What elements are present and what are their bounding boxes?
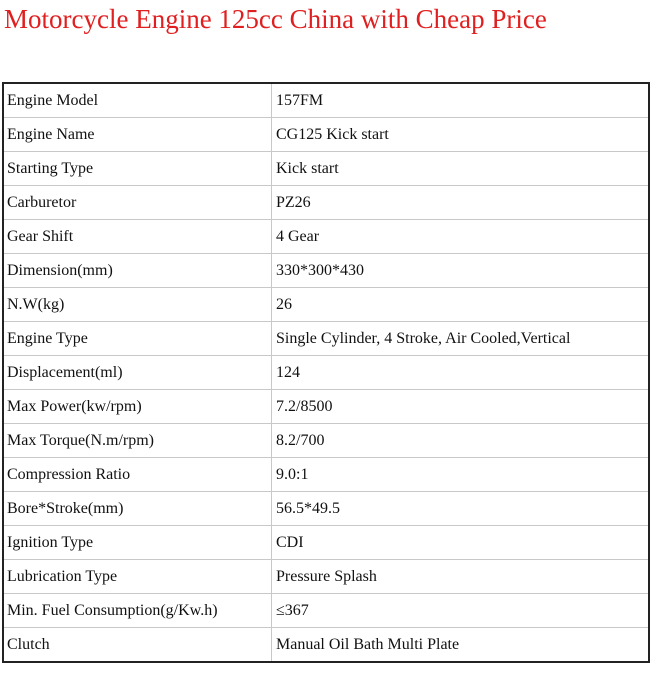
spec-value-cell: 330*300*430 bbox=[272, 254, 650, 288]
spec-value-cell: 157FM bbox=[272, 83, 650, 118]
spec-value-cell: 56.5*49.5 bbox=[272, 492, 650, 526]
spec-value-cell: 8.2/700 bbox=[272, 424, 650, 458]
spec-value-cell: CDI bbox=[272, 526, 650, 560]
table-row bbox=[3, 152, 649, 186]
spec-label-cell: Carburetor bbox=[3, 186, 272, 220]
spec-label-cell: Engine Model bbox=[3, 83, 272, 118]
spec-label-cell: Dimension(mm) bbox=[3, 254, 272, 288]
table-row bbox=[3, 83, 649, 118]
spec-value-cell: 7.2/8500 bbox=[272, 390, 650, 424]
table-row bbox=[3, 186, 649, 220]
spec-value-cell: Single Cylinder, 4 Stroke, Air Cooled,Vertical bbox=[272, 322, 650, 356]
spec-value-cell: 9.0:1 bbox=[272, 458, 650, 492]
spec-label-cell: Min. Fuel Consumption(g/Kw.h) bbox=[3, 594, 272, 628]
table-row bbox=[3, 628, 649, 663]
table-row bbox=[3, 492, 649, 526]
spec-label-cell: Starting Type bbox=[3, 152, 272, 186]
spec-label-cell: Clutch bbox=[3, 628, 272, 663]
table-row bbox=[3, 220, 649, 254]
spec-label-cell: N.W(kg) bbox=[3, 288, 272, 322]
spec-label-cell: Engine Name bbox=[3, 118, 272, 152]
spec-label-cell: Ignition Type bbox=[3, 526, 272, 560]
table-row bbox=[3, 390, 649, 424]
spec-table-body bbox=[3, 83, 649, 662]
table-row bbox=[3, 458, 649, 492]
table-row bbox=[3, 254, 649, 288]
table-row bbox=[3, 118, 649, 152]
table-row bbox=[3, 560, 649, 594]
spec-label-cell: Engine Type bbox=[3, 322, 272, 356]
spec-value-cell: 4 Gear bbox=[272, 220, 650, 254]
table-row bbox=[3, 356, 649, 390]
spec-value-cell: 26 bbox=[272, 288, 650, 322]
spec-value-cell: PZ26 bbox=[272, 186, 650, 220]
spec-value-cell: ≤367 bbox=[272, 594, 650, 628]
spec-value-cell: Manual Oil Bath Multi Plate bbox=[272, 628, 650, 663]
spec-label-cell: Bore*Stroke(mm) bbox=[3, 492, 272, 526]
table-row bbox=[3, 594, 649, 628]
spec-table bbox=[2, 82, 650, 663]
table-row bbox=[3, 288, 649, 322]
table-row bbox=[3, 322, 649, 356]
spec-label-cell: Max Torque(N.m/rpm) bbox=[3, 424, 272, 458]
table-row bbox=[3, 526, 649, 560]
spec-value-cell: Kick start bbox=[272, 152, 650, 186]
spec-label-cell: Compression Ratio bbox=[3, 458, 272, 492]
table-row bbox=[3, 424, 649, 458]
spec-label-cell: Displacement(ml) bbox=[3, 356, 272, 390]
spec-label-cell: Lubrication Type bbox=[3, 560, 272, 594]
spec-value-cell: Pressure Splash bbox=[272, 560, 650, 594]
spec-value-cell: 124 bbox=[272, 356, 650, 390]
spec-label-cell: Gear Shift bbox=[3, 220, 272, 254]
spec-label-cell: Max Power(kw/rpm) bbox=[3, 390, 272, 424]
page-title: Motorcycle Engine 125cc China with Cheap Price bbox=[4, 4, 547, 34]
spec-value-cell: CG125 Kick start bbox=[272, 118, 650, 152]
